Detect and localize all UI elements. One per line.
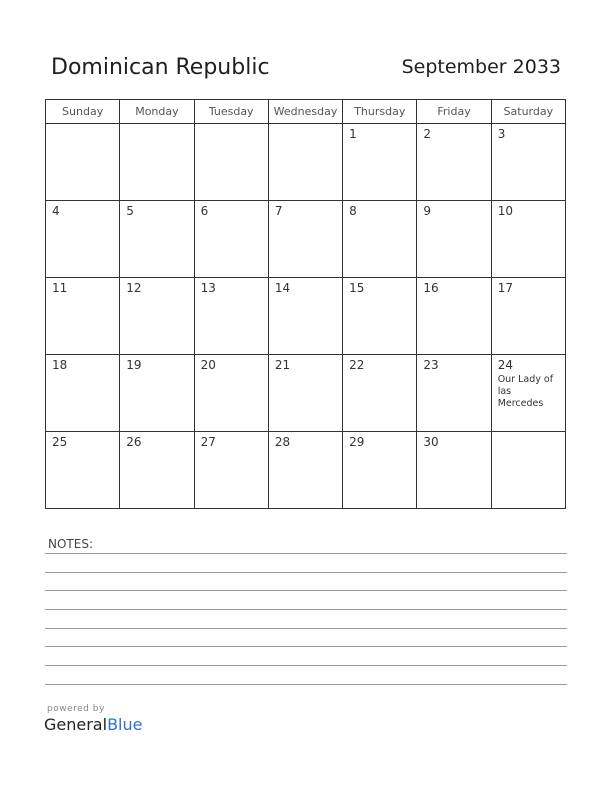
calendar-day-cell (491, 201, 565, 278)
day-number (46, 124, 119, 127)
calendar-day-cell (194, 201, 268, 278)
day-number: 23 (423, 358, 439, 372)
day-number: 25 (52, 435, 68, 449)
calendar-day-cell (417, 201, 491, 278)
note-line (45, 572, 567, 573)
day-number: 26 (126, 435, 142, 449)
calendar-body (46, 124, 566, 509)
calendar-week-row (46, 355, 566, 432)
day-number: 28 (274, 435, 291, 449)
calendar-day-cell (46, 355, 120, 432)
day-number: 29 (349, 435, 365, 449)
weekday-thursday: Thursday (343, 100, 417, 124)
calendar-day-cell (194, 355, 268, 432)
calendar-week-row (46, 124, 566, 201)
calendar-day-cell (491, 355, 565, 432)
calendar-week-row (46, 201, 566, 278)
calendar-day-cell (268, 355, 342, 432)
holiday-label: Our Lady of las Mercedes (497, 374, 554, 409)
day-number: 22 (349, 358, 365, 372)
day-number: 1 (349, 127, 357, 141)
day-number (492, 432, 565, 435)
calendar-week-row (46, 432, 566, 509)
day-number: 13 (200, 281, 216, 295)
day-number: 20 (200, 358, 216, 372)
day-number (120, 124, 193, 127)
calendar-day-cell (194, 278, 268, 355)
day-number: 24 (497, 358, 513, 372)
weekday-tuesday: Tuesday (194, 100, 268, 124)
day-number: 10 (497, 204, 513, 218)
weekday-friday: Friday (417, 100, 491, 124)
note-line (45, 646, 567, 647)
day-number: 4 (52, 204, 60, 218)
brand-logo (44, 704, 142, 734)
day-number: 9 (423, 204, 432, 218)
weekday-sunday: Sunday (46, 100, 120, 124)
day-number: 2 (423, 127, 432, 141)
calendar-day-cell (120, 355, 194, 432)
calendar-day-cell (491, 432, 565, 509)
day-number: 7 (274, 204, 283, 218)
day-number: 8 (349, 204, 357, 218)
weekday-wednesday: Wednesday (268, 100, 342, 124)
calendar-day-cell (120, 278, 194, 355)
calendar-day-cell (491, 278, 565, 355)
note-line (45, 590, 567, 591)
calendar-day-cell (194, 124, 268, 201)
calendar-day-cell (268, 278, 342, 355)
day-number: 6 (200, 204, 209, 218)
day-number: 3 (497, 127, 506, 141)
day-number: 11 (52, 281, 68, 295)
day-number (269, 124, 342, 127)
weekday-saturday: Saturday (491, 100, 565, 124)
note-line (45, 684, 567, 685)
calendar-day-cell (343, 355, 417, 432)
calendar-day-cell (417, 278, 491, 355)
weekday-header-row (46, 100, 566, 124)
brand-name (44, 715, 142, 734)
calendar-grid (45, 99, 566, 509)
calendar-day-cell (343, 124, 417, 201)
note-line (45, 665, 567, 666)
notes-label: NOTES: (48, 537, 93, 551)
day-number (195, 124, 268, 127)
brand-name-general: General (44, 715, 108, 734)
calendar-day-cell (417, 124, 491, 201)
calendar-day-cell (46, 124, 120, 201)
day-number: 30 (423, 435, 439, 449)
day-number: 27 (200, 435, 216, 449)
calendar-day-cell (268, 432, 342, 509)
calendar-day-cell (417, 355, 491, 432)
month-year-title: September 2033 (401, 56, 561, 78)
day-number: 12 (126, 281, 142, 295)
calendar-day-cell (343, 432, 417, 509)
calendar-day-cell (343, 278, 417, 355)
day-number: 14 (274, 281, 291, 295)
calendar-day-cell (268, 124, 342, 201)
day-number: 19 (126, 358, 142, 372)
brand-name-blue: Blue (107, 715, 143, 734)
calendar-day-cell (417, 432, 491, 509)
note-line (45, 628, 567, 629)
calendar-day-cell (268, 201, 342, 278)
powered-by-text: powered by (47, 704, 105, 714)
calendar-day-cell (120, 201, 194, 278)
calendar-day-cell (120, 432, 194, 509)
calendar-day-cell (46, 278, 120, 355)
calendar-day-cell (120, 124, 194, 201)
weekday-monday: Monday (120, 100, 194, 124)
calendar-week-row (46, 278, 566, 355)
calendar-day-cell (491, 124, 565, 201)
note-line (45, 553, 567, 554)
calendar-day-cell (46, 201, 120, 278)
day-number: 18 (52, 358, 68, 372)
page-title-country: Dominican Republic (51, 55, 270, 80)
calendar-day-cell (343, 201, 417, 278)
calendar-day-cell (46, 432, 120, 509)
day-number: 15 (349, 281, 365, 295)
day-number: 21 (274, 358, 291, 372)
day-number: 5 (126, 204, 134, 218)
calendar-day-cell (194, 432, 268, 509)
day-number: 17 (497, 281, 513, 295)
day-number: 16 (423, 281, 439, 295)
note-line (45, 609, 567, 610)
